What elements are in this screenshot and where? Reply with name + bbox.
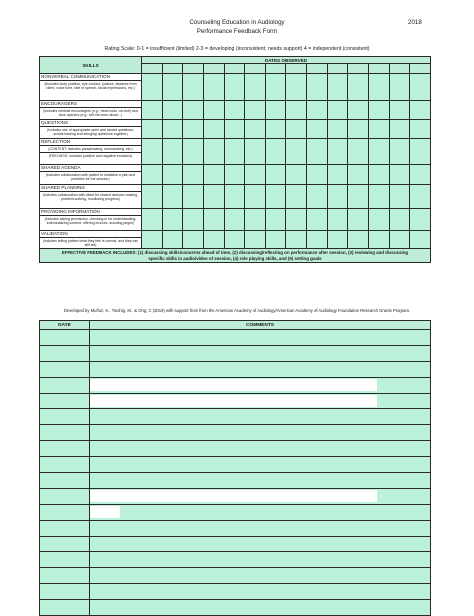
rating-cell[interactable] — [162, 185, 183, 209]
rating-cell[interactable] — [389, 120, 410, 139]
rating-cell[interactable] — [327, 74, 348, 101]
comment-entry-field[interactable] — [90, 490, 377, 502]
comment-row — [40, 552, 431, 568]
comment-row — [40, 600, 431, 616]
rating-cell[interactable] — [369, 120, 390, 139]
comment-row — [40, 361, 431, 377]
rating-cell[interactable] — [183, 209, 204, 231]
date-observed-header-cell[interactable] — [307, 64, 328, 74]
rating-cell[interactable] — [327, 101, 348, 120]
rating-cell[interactable] — [265, 209, 286, 231]
rating-cell[interactable] — [307, 165, 328, 185]
rating-cell[interactable] — [410, 165, 431, 185]
comment-text-cell[interactable] — [90, 552, 431, 568]
skill-row — [40, 165, 431, 185]
comment-date-cell[interactable] — [40, 536, 90, 552]
rating-cell[interactable] — [183, 165, 204, 185]
skill-cell — [40, 74, 142, 101]
rating-cell[interactable] — [286, 185, 307, 209]
rating-cell[interactable] — [203, 139, 224, 165]
rating-cell[interactable] — [224, 165, 245, 185]
comment-date-cell[interactable] — [40, 520, 90, 536]
comment-text-cell[interactable] — [90, 584, 431, 600]
rating-cell[interactable] — [162, 209, 183, 231]
rating-cell[interactable] — [348, 231, 369, 249]
skill-cell — [40, 139, 142, 165]
date-observed-header-cell[interactable] — [224, 64, 245, 74]
rating-cell[interactable] — [142, 185, 163, 209]
skill-description: (includes asking permission, checking in for understanding, individualizing content, offering choices, avoiding jargon) — [44, 217, 137, 226]
comment-date-cell[interactable] — [40, 504, 90, 520]
rating-cell[interactable] — [369, 185, 390, 209]
comment-text-cell[interactable] — [90, 457, 431, 473]
date-observed-header-cell[interactable] — [162, 64, 183, 74]
comment-text-cell[interactable] — [90, 536, 431, 552]
comment-row — [40, 520, 431, 536]
rating-cell[interactable] — [410, 209, 431, 231]
rating-cell[interactable] — [162, 120, 183, 139]
skill-description: (includes use of appropriate open and closed questions; avoids leading and stringing questions together) — [47, 128, 134, 137]
comment-text-cell[interactable] — [90, 441, 431, 457]
rating-cell[interactable] — [348, 74, 369, 101]
skill-row — [40, 139, 431, 165]
rating-cell[interactable] — [327, 209, 348, 231]
comment-text-cell[interactable] — [90, 488, 431, 504]
rating-cell[interactable] — [183, 231, 204, 249]
comment-row — [40, 425, 431, 441]
skill-row — [40, 209, 431, 231]
skill-description: (includes collaboration with patient to establish a plan and priorities for the session) — [45, 173, 136, 182]
rating-cell[interactable] — [162, 74, 183, 101]
comment-row — [40, 473, 431, 489]
rating-cell[interactable] — [245, 74, 266, 101]
date-observed-header-cell[interactable] — [245, 64, 266, 74]
rating-cell[interactable] — [327, 231, 348, 249]
rating-cell[interactable] — [286, 101, 307, 120]
skill-row — [40, 231, 431, 249]
rating-cell[interactable] — [265, 120, 286, 139]
comment-date-cell[interactable] — [40, 409, 90, 425]
form-header — [0, 19, 474, 36]
comment-row — [40, 330, 431, 346]
skill-description: (includes collaboration with client for shared decision-making, problem-solving, monitoring progress) — [42, 193, 139, 202]
skill-description: (includes telling patient what they feel is normal, and they can still act) — [42, 239, 139, 248]
rating-cell[interactable] — [245, 120, 266, 139]
rating-cell[interactable] — [307, 120, 328, 139]
skill-cell — [40, 165, 142, 185]
rating-cell[interactable] — [245, 101, 266, 120]
comment-entry-field[interactable] — [90, 395, 377, 407]
date-observed-header-cell[interactable] — [369, 64, 390, 74]
comment-date-cell[interactable] — [40, 361, 90, 377]
rating-cell[interactable] — [224, 74, 245, 101]
rating-cell[interactable] — [224, 231, 245, 249]
rating-cell[interactable] — [142, 74, 163, 101]
rating-cell[interactable] — [224, 101, 245, 120]
comments-table — [39, 320, 431, 616]
rating-cell[interactable] — [162, 139, 183, 165]
rating-cell[interactable] — [327, 139, 348, 165]
date-observed-header-cell[interactable] — [327, 64, 348, 74]
rating-cell[interactable] — [162, 165, 183, 185]
rating-cell[interactable] — [245, 165, 266, 185]
rating-cell[interactable] — [183, 185, 204, 209]
form-year: 2018 — [408, 19, 422, 26]
rating-cell[interactable] — [369, 231, 390, 249]
comments-column-header: COMMENTS — [90, 321, 431, 330]
feedback-line: EFFECTIVE FEEDBACK INCLUDES: (1) discussing skills/concerns ahead of time, (2) discussing/reflecting on performance after session, (3) reviewing and discussing — [61, 250, 409, 256]
comment-text-cell[interactable] — [90, 345, 431, 361]
rating-cell[interactable] — [286, 74, 307, 101]
comment-row — [40, 488, 431, 504]
rating-cell[interactable] — [369, 139, 390, 165]
comment-text-cell[interactable] — [90, 600, 431, 616]
feedback-line: specific skills in audio/video of session, (4) role playing skills, and (5) setting goals — [148, 255, 322, 261]
rating-cell[interactable] — [265, 231, 286, 249]
rating-cell[interactable] — [162, 231, 183, 249]
rating-cell[interactable] — [286, 165, 307, 185]
rating-cell[interactable] — [245, 185, 266, 209]
rating-cell[interactable] — [245, 209, 266, 231]
rating-cell[interactable] — [183, 120, 204, 139]
date-observed-header-cell[interactable] — [142, 64, 163, 74]
rating-cell[interactable] — [224, 120, 245, 139]
comment-row — [40, 568, 431, 584]
comment-row — [40, 393, 431, 409]
skill-description: (includes minimal encouragers (e.g., head nods, uh-huh) and door openers (e.g., tell me more about...) — [43, 109, 138, 118]
skill-cell — [40, 209, 142, 231]
comment-text-cell[interactable] — [90, 377, 431, 393]
rating-cell[interactable] — [224, 209, 245, 231]
rating-cell[interactable] — [265, 185, 286, 209]
comment-text-cell[interactable] — [90, 361, 431, 377]
rating-cell[interactable] — [142, 120, 163, 139]
skill-category: QUESTIONS — [40, 120, 141, 127]
skill-category: SHARED PLANNING — [40, 185, 141, 192]
rating-cell[interactable] — [307, 209, 328, 231]
comment-text-cell[interactable] — [90, 330, 431, 346]
rating-cell[interactable] — [183, 74, 204, 101]
skills-header: SKILLS — [40, 57, 142, 74]
rating-cell[interactable] — [348, 185, 369, 209]
rating-cell[interactable] — [162, 101, 183, 120]
rating-cell[interactable] — [142, 139, 163, 165]
rating-scale: Rating Scale: 0-1 = insufficient (limited) 2-3 = developing (inconsistent; needs support) 4 = independent (consistent) — [104, 46, 370, 52]
skill-cell — [40, 185, 142, 209]
rating-cell[interactable] — [389, 101, 410, 120]
skill-description: (CONTENT: includes paraphrasing, summarizing, etc.) — [40, 146, 141, 153]
rating-cell[interactable] — [389, 74, 410, 101]
rating-cell[interactable] — [410, 74, 431, 101]
comment-text-cell[interactable] — [90, 425, 431, 441]
date-observed-header-cell[interactable] — [389, 64, 410, 74]
comment-date-cell[interactable] — [40, 600, 90, 616]
rating-cell[interactable] — [142, 165, 163, 185]
comment-text-cell[interactable] — [90, 409, 431, 425]
skill-row — [40, 185, 431, 209]
rating-cell[interactable] — [203, 120, 224, 139]
comment-date-cell[interactable] — [40, 393, 90, 409]
rating-cell[interactable] — [245, 139, 266, 165]
rating-cell[interactable] — [203, 231, 224, 249]
rating-cell[interactable] — [286, 231, 307, 249]
rating-cell[interactable] — [327, 185, 348, 209]
rating-cell[interactable] — [142, 101, 163, 120]
comment-text-cell[interactable] — [90, 504, 431, 520]
comment-date-cell[interactable] — [40, 457, 90, 473]
form-title: Counseling Education in Audiology — [189, 19, 285, 26]
rating-cell[interactable] — [224, 139, 245, 165]
comment-date-cell[interactable] — [40, 345, 90, 361]
rating-cell[interactable] — [307, 231, 328, 249]
date-column-header: DATE — [40, 321, 90, 330]
comment-text-cell[interactable] — [90, 568, 431, 584]
comment-date-cell[interactable] — [40, 568, 90, 584]
rating-cell[interactable] — [389, 185, 410, 209]
rating-cell[interactable] — [348, 101, 369, 120]
rating-cell[interactable] — [203, 185, 224, 209]
rating-cell[interactable] — [224, 185, 245, 209]
comment-date-cell[interactable] — [40, 488, 90, 504]
comment-row — [40, 536, 431, 552]
rating-cell[interactable] — [265, 74, 286, 101]
rating-cell[interactable] — [369, 101, 390, 120]
effective-feedback-note — [40, 249, 431, 263]
skill-cell — [40, 231, 142, 249]
skill-category: NONVERBAL COMMUNICATION — [40, 74, 141, 81]
date-observed-header-cell[interactable] — [410, 64, 431, 74]
rating-cell[interactable] — [410, 185, 431, 209]
comment-entry-field[interactable] — [90, 379, 377, 391]
skill-row — [40, 74, 431, 101]
rating-cell[interactable] — [286, 139, 307, 165]
comment-text-cell[interactable] — [90, 473, 431, 489]
comment-row — [40, 409, 431, 425]
rating-cell[interactable] — [369, 74, 390, 101]
rating-cell[interactable] — [265, 139, 286, 165]
rating-cell[interactable] — [142, 231, 163, 249]
rating-cell[interactable] — [369, 165, 390, 185]
date-observed-header-cell[interactable] — [265, 64, 286, 74]
date-observed-header-cell[interactable] — [348, 64, 369, 74]
form-subtitle: Performance Feedback Form — [196, 27, 278, 35]
comment-date-cell[interactable] — [40, 330, 90, 346]
rating-cell[interactable] — [265, 101, 286, 120]
rating-cell[interactable] — [389, 165, 410, 185]
developed-by-note: Developed by Muñoz, K., Twohig, M., & Ong, C (2018) with support from from the American Academy of Audiology/American Academy of Audiology Foundation Research Grants Program. — [63, 308, 411, 313]
comment-row — [40, 584, 431, 600]
comment-date-cell[interactable] — [40, 425, 90, 441]
skill-category: REFLECTION — [40, 139, 141, 146]
rating-cell[interactable] — [389, 139, 410, 165]
comment-row — [40, 441, 431, 457]
comment-row — [40, 345, 431, 361]
rating-cell[interactable] — [307, 185, 328, 209]
comment-date-cell[interactable] — [40, 377, 90, 393]
rating-cell[interactable] — [348, 165, 369, 185]
rating-cell[interactable] — [348, 120, 369, 139]
skill-category: ENCOURAGERS — [40, 101, 141, 108]
rating-cell[interactable] — [307, 139, 328, 165]
comment-date-cell[interactable] — [40, 473, 90, 489]
rating-cell[interactable] — [286, 120, 307, 139]
rating-cell[interactable] — [410, 101, 431, 120]
rating-cell[interactable] — [348, 139, 369, 165]
skill-category: SHARED AGENDA — [40, 165, 141, 172]
rating-cell[interactable] — [183, 101, 204, 120]
rating-cell[interactable] — [327, 120, 348, 139]
date-observed-header-cell[interactable] — [183, 64, 204, 74]
rating-cell[interactable] — [245, 231, 266, 249]
date-observed-header-cell[interactable] — [286, 64, 307, 74]
comment-date-cell[interactable] — [40, 584, 90, 600]
skill-category: PROVIDING INFORMATION — [40, 209, 141, 216]
dates-observed-header: DATES OBSERVED — [142, 57, 431, 64]
rating-cell[interactable] — [203, 101, 224, 120]
comment-row — [40, 457, 431, 473]
comment-text-cell[interactable] — [90, 393, 431, 409]
skill-cell — [40, 101, 142, 120]
rating-cell[interactable] — [327, 165, 348, 185]
comment-text-cell[interactable] — [90, 520, 431, 536]
comment-date-cell[interactable] — [40, 552, 90, 568]
feedback-row — [40, 249, 431, 263]
skill-description: (includes body position, eye contact, posture, distance from client, voice tone, rate of speech, facial expressions, etc.) — [44, 82, 137, 91]
rating-cell[interactable] — [369, 209, 390, 231]
rating-cell[interactable] — [307, 74, 328, 101]
rating-cell[interactable] — [142, 209, 163, 231]
comment-row — [40, 504, 431, 520]
rating-cell[interactable] — [286, 209, 307, 231]
date-observed-header-cell[interactable] — [203, 64, 224, 74]
rating-cell[interactable] — [410, 120, 431, 139]
rating-cell[interactable] — [265, 165, 286, 185]
skills-table — [39, 56, 431, 263]
rating-cell[interactable] — [307, 101, 328, 120]
skill-category: VALIDATION — [40, 231, 141, 238]
rating-cell[interactable] — [389, 231, 410, 249]
rating-cell[interactable] — [348, 209, 369, 231]
rating-cell[interactable] — [203, 165, 224, 185]
rating-cell[interactable] — [183, 139, 204, 165]
rating-cell[interactable] — [203, 74, 224, 101]
comment-entry-field[interactable] — [90, 506, 120, 518]
skill-description: (FEELINGS: includes positive and negative emotions) — [48, 154, 133, 159]
rating-cell[interactable] — [410, 231, 431, 249]
rating-cell[interactable] — [389, 209, 410, 231]
skill-row — [40, 120, 431, 139]
comment-date-cell[interactable] — [40, 441, 90, 457]
skill-row — [40, 101, 431, 120]
rating-cell[interactable] — [410, 139, 431, 165]
rating-cell[interactable] — [203, 209, 224, 231]
comment-row — [40, 377, 431, 393]
skill-cell — [40, 120, 142, 139]
